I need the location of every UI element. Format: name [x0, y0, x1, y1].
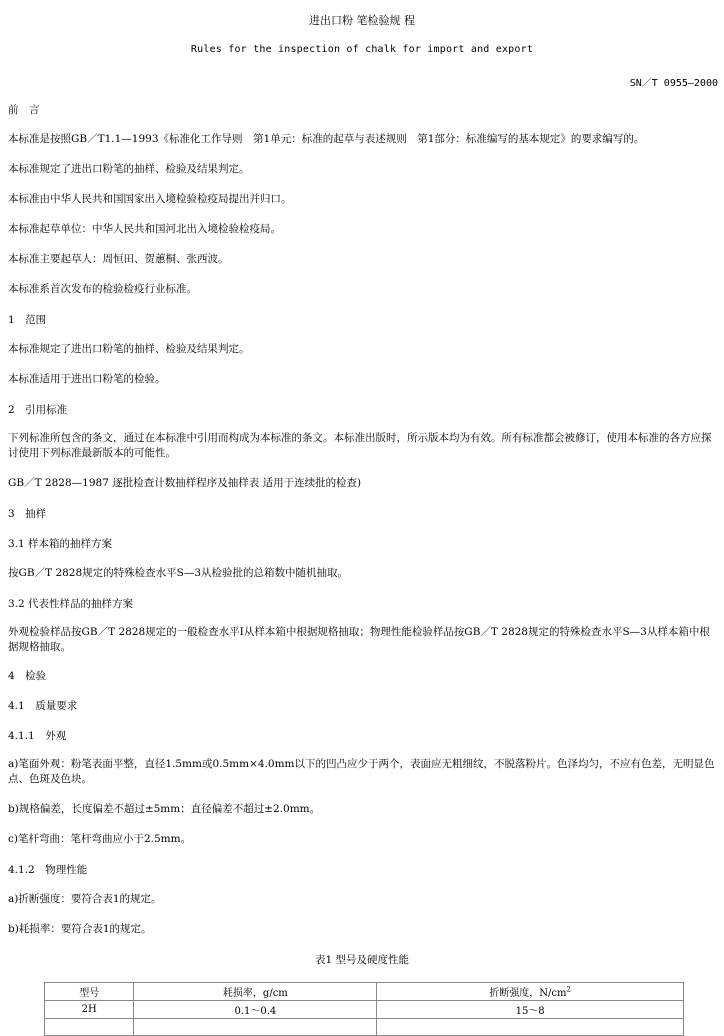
doc-title: 进出口粉 笔检验规 程: [309, 14, 415, 27]
section-1-heading: 1 范围: [8, 314, 47, 326]
foreword-para-3: 本标准由中华人民共和国国家出入境检验检疫局提出并归口。: [8, 193, 292, 205]
section-1-para-1: 本标准规定了进出口粉笔的抽样、检验及结果判定。: [8, 343, 250, 355]
foreword-para-1: 本标准是按照GB／T1.1—1993《标准化工作导则 第1单元：标准的起草与表述规则 第1部分：标准编写的基本规定》的要求编写的。: [8, 133, 645, 145]
section-1-para-2: 本标准适用于进出口粉笔的检验。: [8, 373, 166, 385]
section-3-2-para: 外观检验样品按GB／T 2828规定的一般检查水平Ⅰ从样本箱中根据规格抽取；物理性能检验样品按GB／T 2828规定的特殊检查水平S—3从样本箱中根据规格抽取。: [8, 626, 710, 653]
foreword-para-5: 本标准主要起草人：周恒田、贺蕙桐、张西波。: [8, 253, 229, 265]
foreword-para-4: 本标准起草单位：中华人民共和国河北出入境检验检疫局。: [8, 223, 281, 235]
col-header-model: 型号: [45, 983, 134, 1001]
physical-item-b: b)耗损率：要符合表1的规定。: [8, 923, 152, 935]
doc-subtitle: Rules for the inspection of chalk for import and export: [190, 44, 534, 55]
section-4-1-heading: 4.1 质量要求: [8, 700, 78, 712]
cell-break-strength: 15～8: [377, 1001, 684, 1019]
section-3-1-heading: 3.1 样本箱的抽样方案: [8, 538, 113, 550]
cell-model: 2H: [45, 1001, 134, 1019]
cell-empty: [45, 1019, 134, 1036]
section-2-reference: GB／T 2828—1987 逐批检查计数抽样程序及抽样表 适用于连续批的检查): [8, 477, 362, 489]
section-2-para: 下列标准所包含的条文，通过在本标准中引用而构成为本标准的条文。本标准出版时，所示版本均为有效。所有标准都会被修订，使用本标准的各方应探讨使用下列标准最新版本的可能性。: [8, 432, 712, 459]
section-2-heading: 2 引用标准: [8, 404, 68, 416]
foreword-heading: 前 言: [8, 104, 40, 116]
section-4-1-2-heading: 4.1.2 物理性能: [8, 864, 88, 876]
section-3-1-para: 按GB／T 2828规定的特殊检查水平S—3从检验批的总箱数中随机抽取。: [8, 567, 349, 579]
col-header-wear-rate: 耗损率，g/cm: [134, 983, 377, 1001]
appearance-item-c: c)笔杆弯曲：笔杆弯曲应小于2.5mm。: [8, 833, 192, 845]
physical-item-a: a)折断强度：要符合表1的规定。: [8, 893, 162, 905]
foreword-para-2: 本标准规定了进出口粉笔的抽样、检验及结果判定。: [8, 163, 250, 175]
appearance-item-b: b)规格偏差，长度偏差不超过±5mm；直径偏差不超过±2.0mm。: [8, 803, 321, 815]
section-3-2-heading: 3.2 代表性样品的抽样方案: [8, 598, 134, 610]
section-4-heading: 4 检验: [8, 670, 47, 682]
unit-exponent: 2: [566, 985, 571, 994]
spec-table: [44, 982, 684, 1036]
foreword-para-6: 本标准系首次发布的检验检疫行业标准。: [8, 283, 197, 295]
table-row-partial: [45, 1019, 684, 1036]
cell-wear-rate: 0.1～0.4: [134, 1001, 377, 1019]
break-strength-label: 折断强度，N/cm: [489, 988, 567, 999]
standard-number: SN／T 0955—2000: [629, 78, 718, 89]
table-header-row: [45, 983, 684, 1001]
col-header-break-strength: [377, 983, 684, 1001]
appearance-item-a: a)笔面外观：粉笔表面平整，直径1.5mm或0.5mm×4.0mm以下的凹凸应少于两个，表面应无粗细纹，不脱落粉片。色泽均匀，不应有色差，无明显色点、色斑及色块。: [8, 758, 715, 785]
table-row: [45, 1001, 684, 1019]
cell-empty: [134, 1019, 377, 1036]
table-caption: 表1 型号及硬度性能: [314, 954, 410, 966]
section-3-heading: 3 抽样: [8, 508, 47, 520]
section-4-1-1-heading: 4.1.1 外观: [8, 730, 67, 742]
cell-empty: [377, 1019, 684, 1036]
